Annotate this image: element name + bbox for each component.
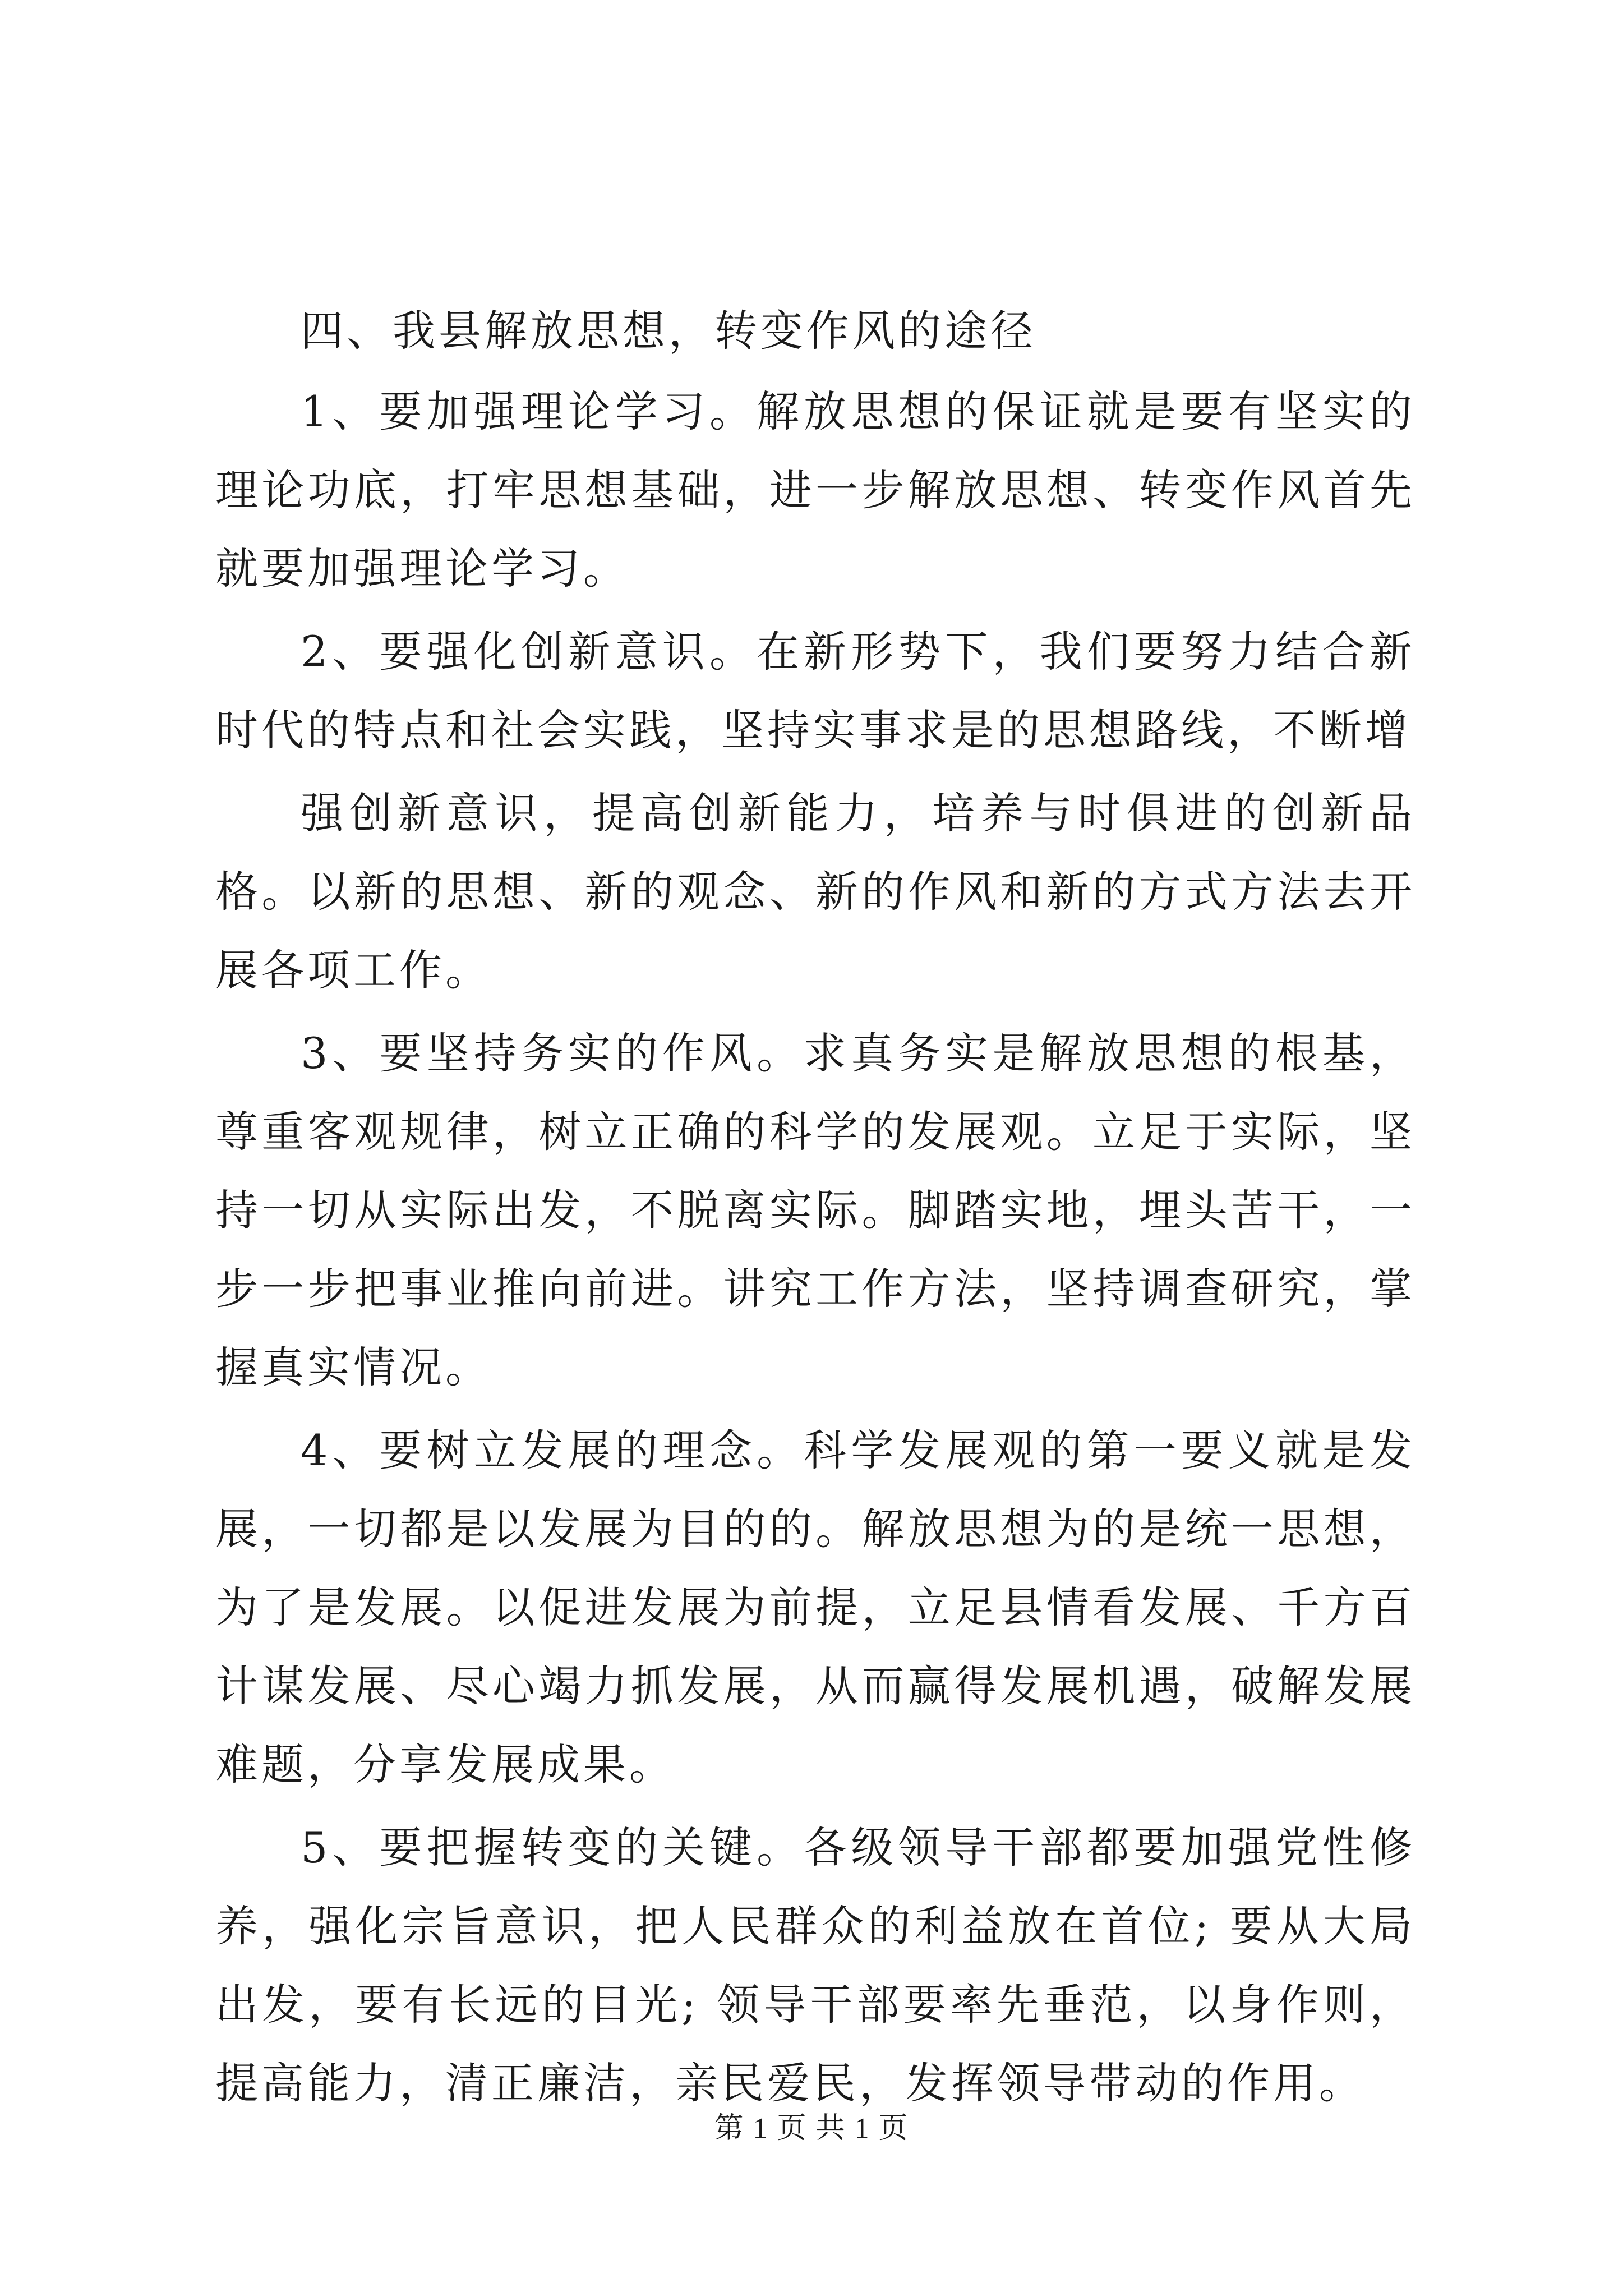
- paragraph-theory-study: 1、要加强理论学习。解放思想的保证就是要有坚实的理论功底，打牢思想基础，进一步解放思想、转变作风首先就要加强理论学习。: [215, 386, 1415, 593]
- paragraph-pragmatic-style: 3、要坚持务实的作风。求真务实是解放思想的根基，尊重客观规律，树立正确的科学的发展观。立足于实际，坚持一切从实际出发，不脱离实际。脚踏实地，埋头苦干，一步一步把事业推向前进。讲究工作方法，坚持调查研究，掌握真实情况。: [215, 1028, 1415, 1392]
- section-heading: 四、我县解放思想，转变作风的途径: [301, 306, 1036, 356]
- document-body: [215, 292, 1415, 2127]
- paragraph-development-concept: 4、要树立发展的理念。科学发展观的第一要义就是发展，一切都是以发展为目的的。解放思想为的是统一思想，为了是发展。以促进发展为前提，立足县情看发展、千方百计谋发展、尽心竭力抓发展，从而赢得发展机遇，破解发展难题，分享发展成果。: [215, 1425, 1415, 1789]
- paragraph-innovation-awareness: 2、要强化创新意识。在新形势下，我们要努力结合新时代的特点和社会实践，坚持实事求是的思想路线，不断增: [215, 627, 1415, 755]
- page-footer: 第 1 页 共 1 页: [714, 2113, 909, 2145]
- paragraph-innovation-continued: 强创新意识，提高创新能力，培养与时俱进的创新品格。以新的思想、新的观念、新的作风和新的方式方法去开展各项工作。: [215, 788, 1415, 995]
- paragraph-key-transformation: 5、要把握转变的关键。各级领导干部都要加强党性修养，强化宗旨意识，把人民群众的利益放在首位; 要从大局出发，要有长远的目光; 领导干部要率先垂范，以身作则，提高能力，清正廉洁，亲民爱民，发挥领导带动的作用。: [215, 1823, 1415, 2108]
